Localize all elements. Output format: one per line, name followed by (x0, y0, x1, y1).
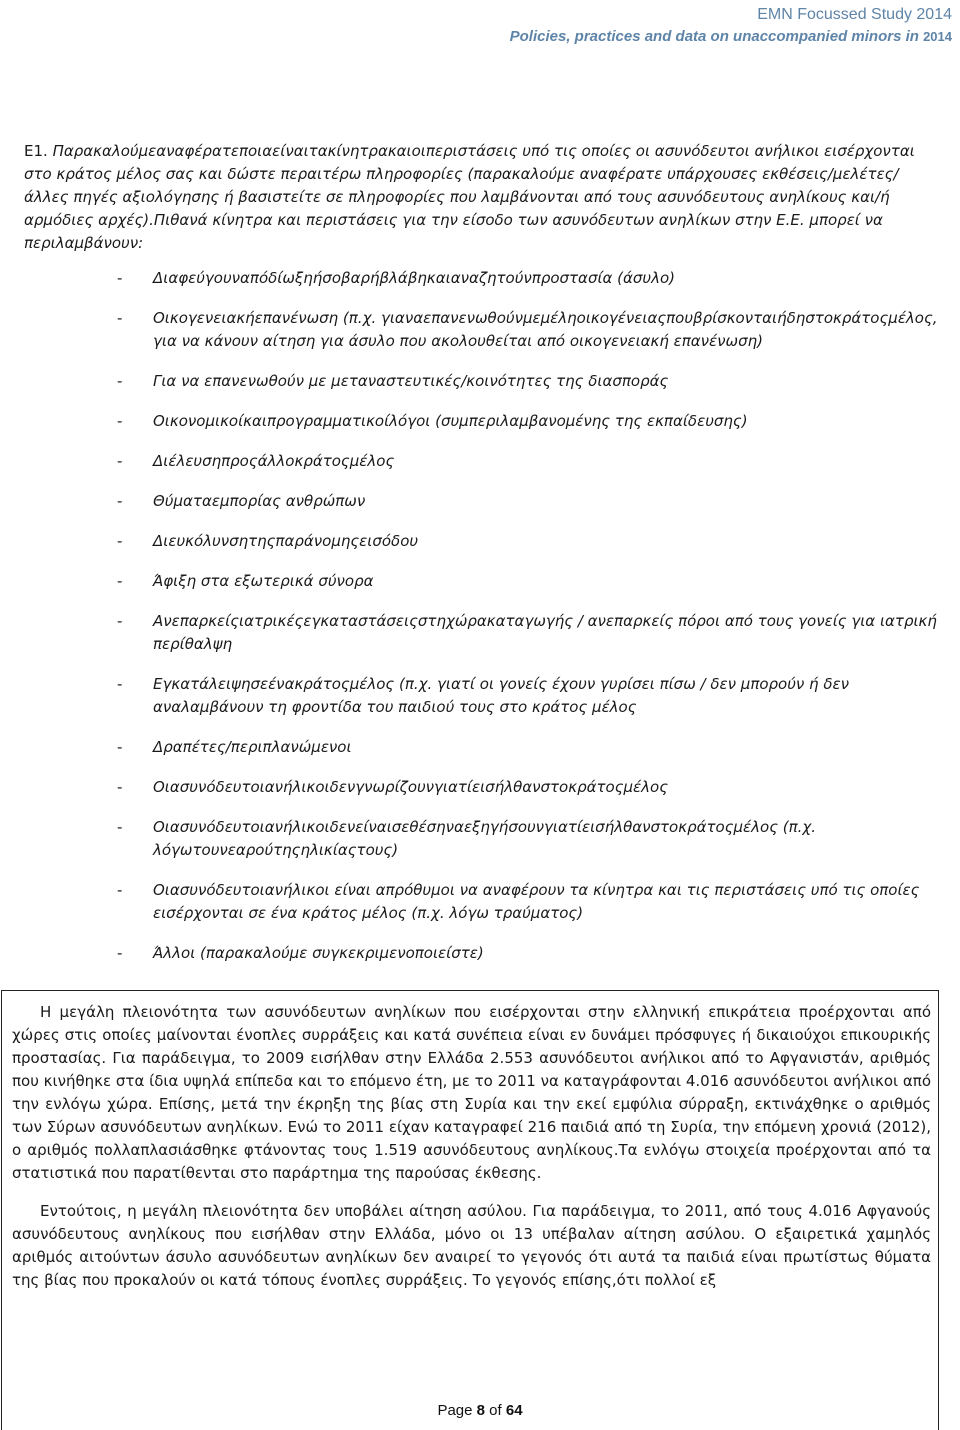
list-item: - Διέλευσηπροςάλλοκράτοςμέλος (117, 452, 395, 470)
list-item: - Για να επανενωθούν με μεταναστευτικές/κοινότητες της διασποράς (117, 372, 669, 390)
list-item: - Οικονομικοίκαιπρογραμματικοίλόγοι (συμπεριλαμβανομένης της εκπαίδευσης) (117, 412, 748, 430)
study-subtitle (510, 26, 952, 48)
question-text (24, 140, 940, 255)
study-subtitle-year: 2014 (923, 29, 952, 44)
list-item: - Διευκόλυνσητηςπαράνομηςεισόδου (117, 532, 419, 550)
motive-list (24, 267, 940, 965)
page-label: Page (437, 1402, 473, 1419)
total-pages: 64 (505, 1402, 523, 1419)
list-item: - Δραπέτες/περιπλανώμενοι (117, 738, 352, 756)
answer-paragraph: Εντούτοις, η μεγάλη πλειονότητα δεν υποβάλει αίτηση ασύλου. Για παράδειγμα, το 2011, από τους 4.016 Αφγανούς ασυνόδευτους ανηλίκους που εισήλθαν στην Ελλάδα, μόνο οι 13 υπέβαλαν αίτηση ασύλου. Ο εξαιρετικά χαμηλός αριθμός αιτούντων άσυλο ασυνόδευτων ανηλίκων δεν αναιρεί το γεγονός ότι αυτά τα παιδιά είναι πρωτίστως θύματα της βίας που προκαλούν οι κατά τόπους ένοπλες συρράξεις. Το γεγονός επίσης,ότι πολλοί εξ (12, 1202, 931, 1289)
list-item: - Εγκατάλειψησεένακράτοςμέλος (π.χ. γιατί οι γονείς έχουν γυρίσει πίσω / δεν μπορούν ή δεν αναλαμβάνουν τη φροντίδα του παιδιού τους στο κράτος μέλος (117, 675, 849, 716)
answer-box (1, 990, 939, 1430)
list-item: - Διαφεύγουναπόδίωξηήσοβαρήβλάβηκαιαναζητούνπροστασία (άσυλο) (117, 269, 676, 287)
answer-paragraph: Η μεγάλη πλειονότητα των ασυνόδευτων ανηλίκων που εισέρχονται στην ελληνική επικράτεια προέρχονται από χώρες στις οποίες μαίνονται ένοπλες συρράξεις και κατά συνέπεια είναι εν δυνάμει πρόσφυγες ή δικαιούχοι επικουρικής προστασίας. Για παράδειγμα, το 2009 εισήλθαν στην Ελλάδα 2.553 ασυνόδευτοι ανήλικοι από το Αφγανιστάν, αριθμός που κινήθηκε στα ίδια υψηλά επίπεδα και το επόμενο έτη, με το 2011 να καταγράφονται 4.016 ασυνόδευτοι ανήλικοι από την ενλόγω χώρα. Επίσης, μετά την έκρηξη της βίας στη Συρία και την εκεί εμφύλια σύρραξη, εκτινάχθηκε ο αριθμός των Σύρων ασυνόδευτων ανηλίκων. Ενώ το 2011 είχαν καταγραφεί 216 παιδιά από τη Συρία, την επόμενη χρονιά (2012), ο αριθμός πολλαπλασιάσθηκε φτάνοντας τους 1.519 ασυνόδευτους ανηλίκους.Τα ενλόγω στοιχεία προέρχονται από τα στατιστικά που παρατίθενται στο παράρτημα της παρούσας έκθεσης. (12, 1003, 931, 1182)
page-footer (0, 1402, 960, 1419)
list-item: - Οικογενειακήεπανένωση (π.χ. γιαναεπανενωθούνμεμέληοικογένειαςπουβρίσκονταιήδηστοκράτοςμέλος, για να κάνουν αίτηση για άσυλο που ακολουθείται από οικογενειακή επανένωση) (117, 309, 938, 350)
of-label: of (489, 1402, 502, 1419)
study-title: EMN Focussed Study 2014 (757, 6, 952, 23)
question-body: Παρακαλούμεαναφέρατεποιαείναιτακίνητρακαιοιπεριστάσεις υπό τις οποίες οι ασυνόδευτοι ανήλικοι εισέρχονται στο κράτος μέλος σας και δώστε περαιτέρω πληροφορίες (παρακαλούμε αναφέρατε υπάρχουσες εκθέσεις/μελέτες/άλλες πηγές αξιολόγησης ή βασιστείτε σε πληροφορίες που λαμβάνονται από τους ασυνόδευτους ανηλίκους και/ή αρμόδιες αρχές).Πιθανά κίνητρα και περιστάσεις για την είσοδο των ασυνόδευτων ανηλίκων στην Ε.Ε. μπορεί να περιλαμβάνουν: (24, 142, 915, 252)
page-header (510, 4, 952, 48)
question-block (24, 140, 940, 965)
list-item: - Οιασυνόδευτοιανήλικοιδενείναισεθέσηναεξηγήσουνγιατίεισήλθανστοκράτοςμέλος (π.χ. λόγωτουνεαρούτηςηλικίαςτους) (117, 818, 817, 859)
list-item: - Οιασυνόδευτοιανήλικοι είναι απρόθυμοι να αναφέρουν τα κίνητρα και τις περιστάσεις υπό τις οποίες εισέρχονται σε ένα κράτος μέλος (π.χ. λόγω τραύματος) (117, 881, 920, 922)
list-item: - Ανεπαρκείςιατρικέςεγκαταστάσειςστηχώρακαταγωγής / ανεπαρκείς πόροι από τους γονείς για ιατρική περίθαλψη (117, 612, 937, 653)
question-label: E1. (24, 142, 48, 160)
study-subtitle-text: Policies, practices and data on unaccompanied minors in (509, 28, 919, 45)
list-item: - Θύματαεμπορίας ανθρώπων (117, 492, 366, 510)
page-number: 8 (476, 1402, 485, 1419)
list-item: - Οιασυνόδευτοιανήλικοιδενγνωρίζουνγιατίεισήλθανστοκράτοςμέλος (117, 778, 669, 796)
list-item: - Άφιξη στα εξωτερικά σύνορα (117, 572, 374, 590)
list-item: - Άλλοι (παρακαλούμε συγκεκριμενοποιείστε) (117, 944, 484, 962)
